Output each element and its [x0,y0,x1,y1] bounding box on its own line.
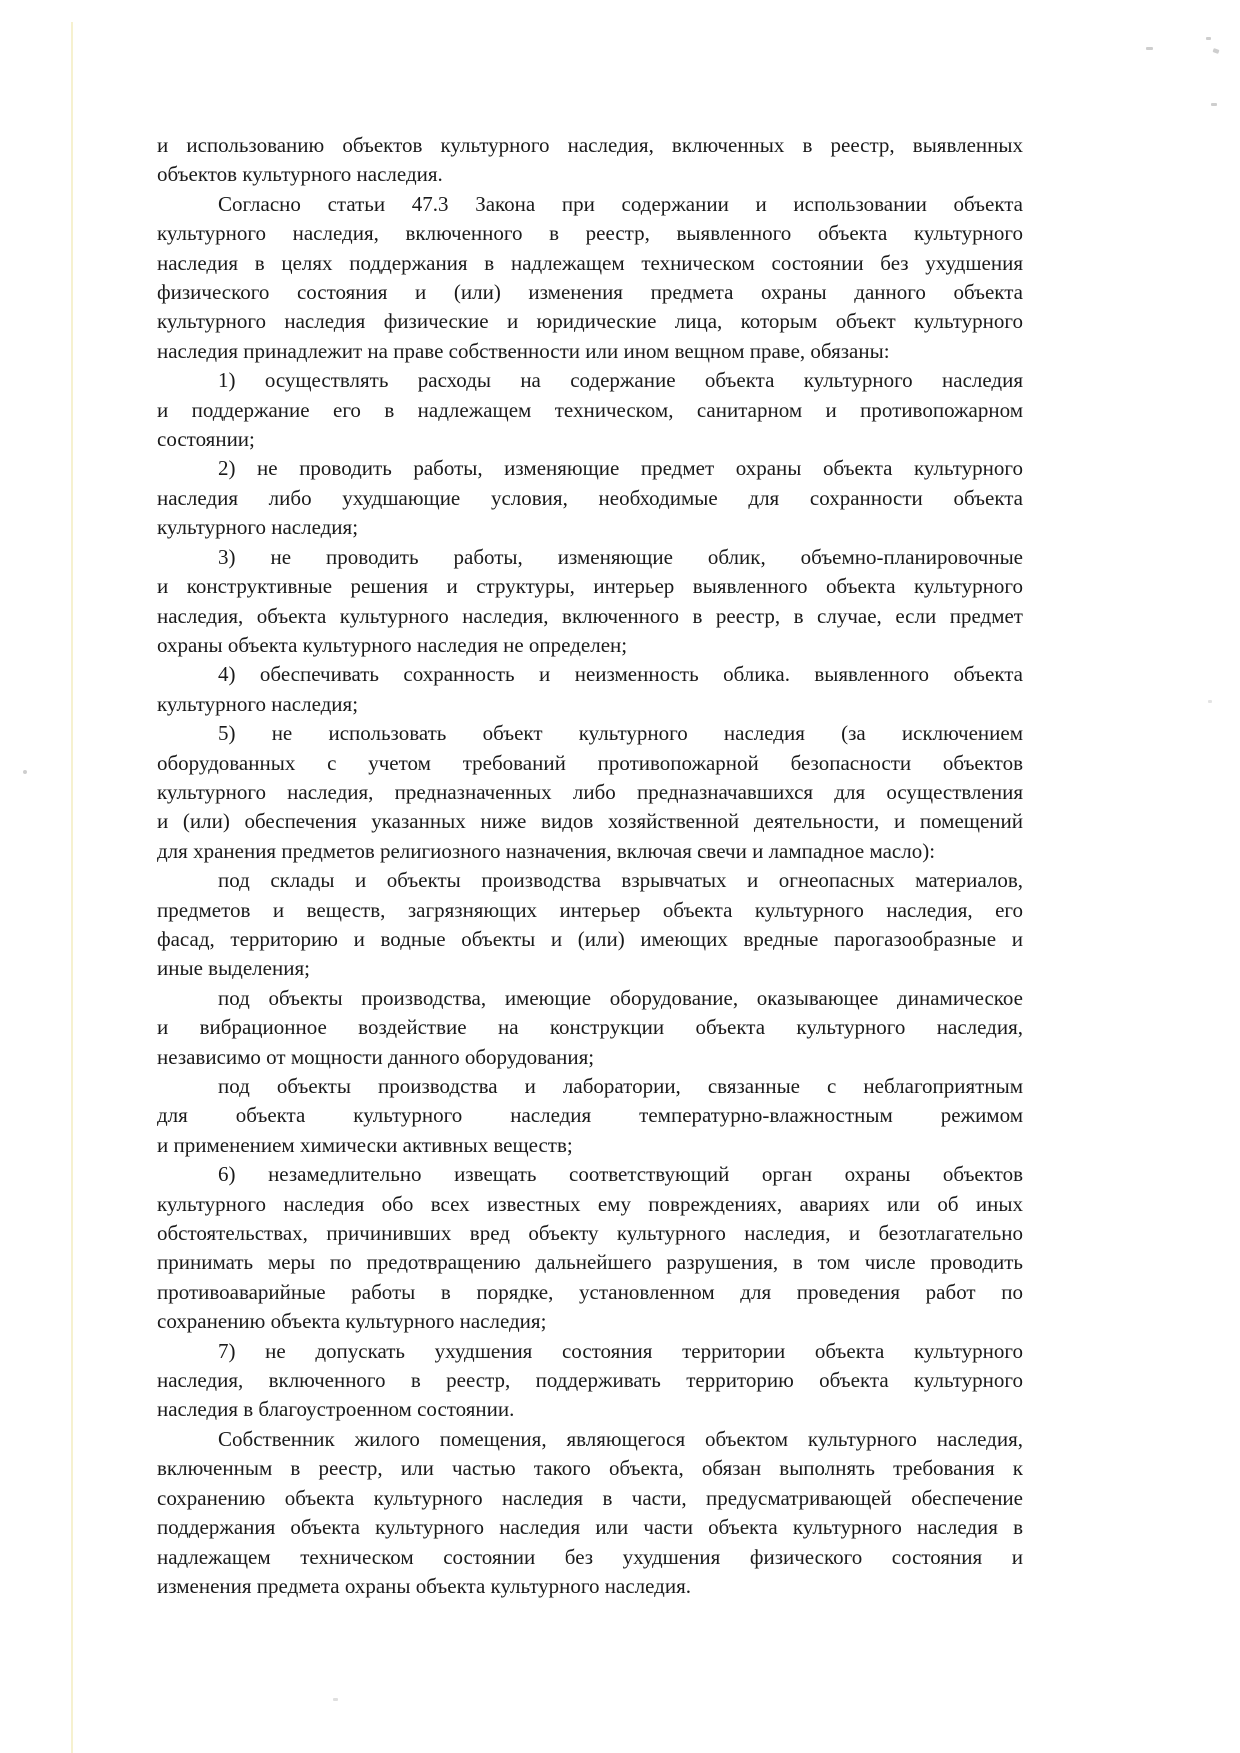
paragraph [157,984,1023,1072]
scan-speck [1208,700,1212,703]
text-line: включенным в реестр, или частью такого объекта, обязан выполнять требования к [157,1456,1023,1481]
scanner-edge-artifact-line [71,22,73,1753]
text-line: 1) осуществлять расходы на содержание объекта культурного наследия [218,368,1023,393]
paragraph [157,1160,1023,1336]
text-line: фасад, территорию и водные объекты и (или) имеющих вредные парогазообразные и [157,926,1023,951]
text-line: оборудованных с учетом требований противопожарной безопасности объектов [157,750,1023,775]
text-line: и конструктивные решения и структуры, интерьер выявленного объекта культурного [157,574,1023,599]
text-line: сохранению объекта культурного наследия; [157,1309,547,1334]
text-line: физического состояния и (или) изменения предмета охраны данного объекта [157,280,1023,305]
text-line: поддержания объекта культурного наследия или части объекта культурного наследия в [157,1515,1023,1540]
text-line: культурного наследия физические и юридические лица, которым объект культурного [157,309,1023,334]
paragraph [157,190,1023,366]
text-line: культурного наследия; [157,691,359,716]
paragraph [157,719,1023,866]
text-line: Согласно статьи 47.3 Закона при содержании и использовании объекта [218,191,1023,216]
scan-speck [1211,103,1217,106]
text-line: и поддержание его в надлежащем техническом, санитарном и противопожарном [157,397,1023,422]
paragraph [157,1425,1023,1601]
text-line: культурного наследия, предназначенных либо предназначавшихся для осуществления [157,779,1023,804]
text-line: под объекты производства и лаборатории, связанные с неблагоприятным [218,1074,1023,1098]
text-line: для объекта культурного наследия температурно-влажностным режимом [157,1103,1023,1128]
text-line: 3) не проводить работы, изменяющие облик, объемно-планировочные [218,544,1023,569]
text-line: наследия, объекта культурного наследия, включенного в реестр, в случае, если предмет [157,603,1023,628]
text-line: под склады и объекты производства взрывчатых и огнеопасных материалов, [218,868,1023,893]
text-line: для хранения предметов религиозного назначения, включая свечи и лампадное масло): [157,838,936,863]
text-line: культурного наследия; [157,515,359,540]
text-line: наследия принадлежит на праве собственности или ином вещном праве, обязаны: [157,338,890,363]
text-line: и (или) обеспечения указанных ниже видов хозяйственной деятельности, и помещений [157,809,1023,834]
text-line: под объекты производства, имеющие оборудование, оказывающее динамическое [218,985,1023,1010]
text-line: и применением химически активных веществ; [157,1132,573,1157]
text-line: наследия либо ухудшающие условия, необходимые для сохранности объекта [157,485,1023,510]
text-line: независимо от мощности данного оборудования; [157,1044,595,1069]
text-line: и использованию объектов культурного наследия, включенных в реестр, выявленных [157,133,1023,157]
text-line: Собственник жилого помещения, являющегося объектом культурного наследия, [218,1426,1023,1451]
text-line: сохранению объекта культурного наследия в части, предусматривающей обеспечение [157,1485,1023,1510]
paragraph [157,543,1023,661]
text-line: объектов культурного наследия. [157,162,443,187]
text-line: культурного наследия обо всех известных ему повреждениях, авариях или об иных [157,1191,1023,1216]
scan-speck [1206,37,1211,40]
paragraph [157,1337,1023,1425]
text-line: культурного наследия, включенного в реестр, выявленного объекта культурного [157,221,1023,246]
paragraph [157,1072,1023,1160]
text-line: 2) не проводить работы, изменяющие предмет охраны объекта культурного [218,456,1023,481]
scan-speck [1212,48,1219,54]
text-line: 6) незамедлительно извещать соответствующий орган охраны объектов [218,1162,1023,1187]
text-line: наследия, включенного в реестр, поддерживать территорию объекта культурного [157,1368,1023,1393]
text-line: 5) не использовать объект культурного наследия (за исключением [218,721,1023,746]
paragraph [157,366,1023,454]
scan-speck [1146,47,1153,50]
text-line: изменения предмета охраны объекта культурного наследия. [157,1573,691,1598]
text-line: 4) обеспечивать сохранность и неизменность облика. выявленного объекта [218,662,1023,687]
text-line: наследия в целях поддержания в надлежащем техническом состоянии без ухудшения [157,250,1023,275]
text-line: предметов и веществ, загрязняющих интерьер объекта культурного наследия, его [157,897,1023,922]
text-line: охраны объекта культурного наследия не определен; [157,632,628,657]
text-line: иные выделения; [157,956,310,981]
scan-speck [23,770,27,774]
text-line: и вибрационное воздействие на конструкции объекта культурного наследия, [157,1015,1023,1040]
text-line: 7) не допускать ухудшения состояния территории объекта культурного [218,1338,1023,1363]
text-line: обстоятельствах, причинивших вред объекту культурного наследия, и безотлагательно [157,1221,1023,1246]
paragraph [157,454,1023,542]
text-line: состоянии; [157,427,255,452]
paragraph [157,866,1023,984]
paragraph [157,131,1023,190]
text-line: принимать меры по предотвращению дальнейшего разрушения, в том числе проводить [157,1250,1023,1275]
document-body [157,131,1023,1601]
paragraph [157,660,1023,719]
text-line: противоаварийные работы в порядке, установленном для проведения работ по [157,1279,1023,1304]
scan-speck [333,1698,338,1701]
text-line: надлежащем техническом состоянии без ухудшения физического состояния и [157,1544,1023,1569]
text-line: наследия в благоустроенном состоянии. [157,1397,515,1422]
